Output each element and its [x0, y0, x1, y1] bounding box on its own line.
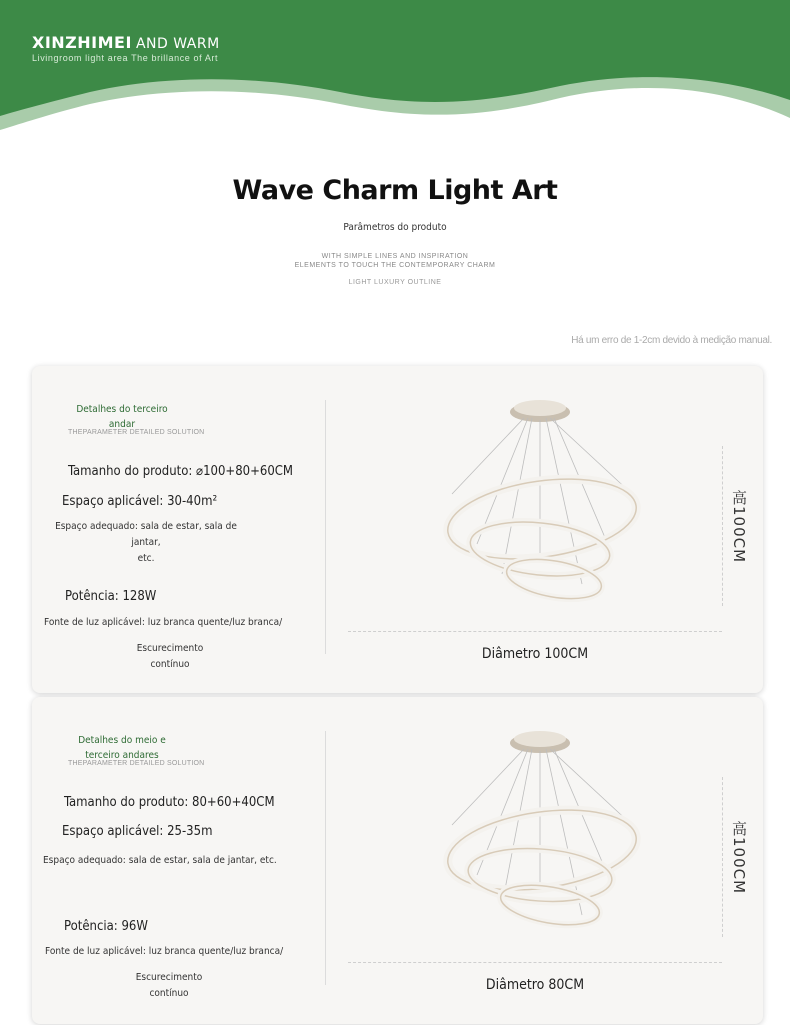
product-subtitle: Parâmetros do produto: [343, 222, 447, 233]
brand-name: XINZHIMEI AND WARM: [32, 33, 220, 52]
height-dimension-line: [722, 446, 723, 606]
card-divider: [325, 400, 326, 654]
dimming: Escurecimento contínuo: [136, 643, 204, 670]
height-label: 高100CM: [730, 821, 748, 895]
header-banner: [0, 0, 790, 140]
chandelier-image: [432, 384, 652, 624]
section-subtitle: THEPARAMETER DETAILED SOLUTION: [68, 429, 205, 436]
suitable-space: Espaço adequado: sala de estar, sala de jantar, etc.: [43, 855, 277, 866]
product-size: Tamanho do produto: ⌀100+80+60CM: [68, 464, 294, 479]
applicable-space: Espaço aplicável: 30-40m²: [62, 494, 218, 509]
brand-tagline: Livingroom light area The brillance of Art: [32, 53, 219, 63]
height-dimension-line: [722, 777, 723, 937]
product-description: WITH SIMPLE LINES AND INSPIRATION ELEMENTS TO TOUCH THE CONTEMPORARY CHARM: [294, 253, 496, 269]
diameter-label: Diâmetro 80CM: [485, 977, 585, 993]
light-source: Fonte de luz aplicável: luz branca quente/luz branca/: [44, 617, 283, 628]
card-divider: [325, 731, 326, 985]
product-size: Tamanho do produto: 80+60+40CM: [64, 795, 275, 810]
diameter-label: Diâmetro 100CM: [481, 646, 589, 662]
chandelier-image: [432, 715, 652, 955]
applicable-space: Espaço aplicável: 25-35m: [62, 824, 213, 839]
spec-card-three-tier: [32, 366, 763, 693]
power: Potência: 96W: [64, 919, 148, 934]
product-title: Wave Charm Light Art: [232, 175, 558, 206]
section-title: Detalhes do terceiro andar: [76, 404, 168, 430]
spec-card-middle-third: [32, 697, 763, 1024]
product-outline: LIGHT LUXURY OUTLINE: [348, 279, 442, 286]
dimming: Escurecimento contínuo: [135, 972, 203, 999]
diameter-dimension-line: [348, 631, 722, 632]
power: Potência: 128W: [65, 589, 157, 604]
light-source: Fonte de luz aplicável: luz branca quente/luz branca/: [45, 946, 284, 957]
section-subtitle: THEPARAMETER DETAILED SOLUTION: [68, 760, 205, 767]
wave-background: [0, 0, 790, 140]
measurement-note: Há um erro de 1-2cm devido à medição manual.: [571, 335, 772, 346]
height-label: 高100CM: [730, 490, 748, 564]
section-title: Detalhes do meio e terceiro andares: [78, 735, 166, 761]
suitable-space: Espaço adequado: sala de estar, sala de jantar, etc.: [55, 521, 237, 564]
diameter-dimension-line: [348, 962, 722, 963]
